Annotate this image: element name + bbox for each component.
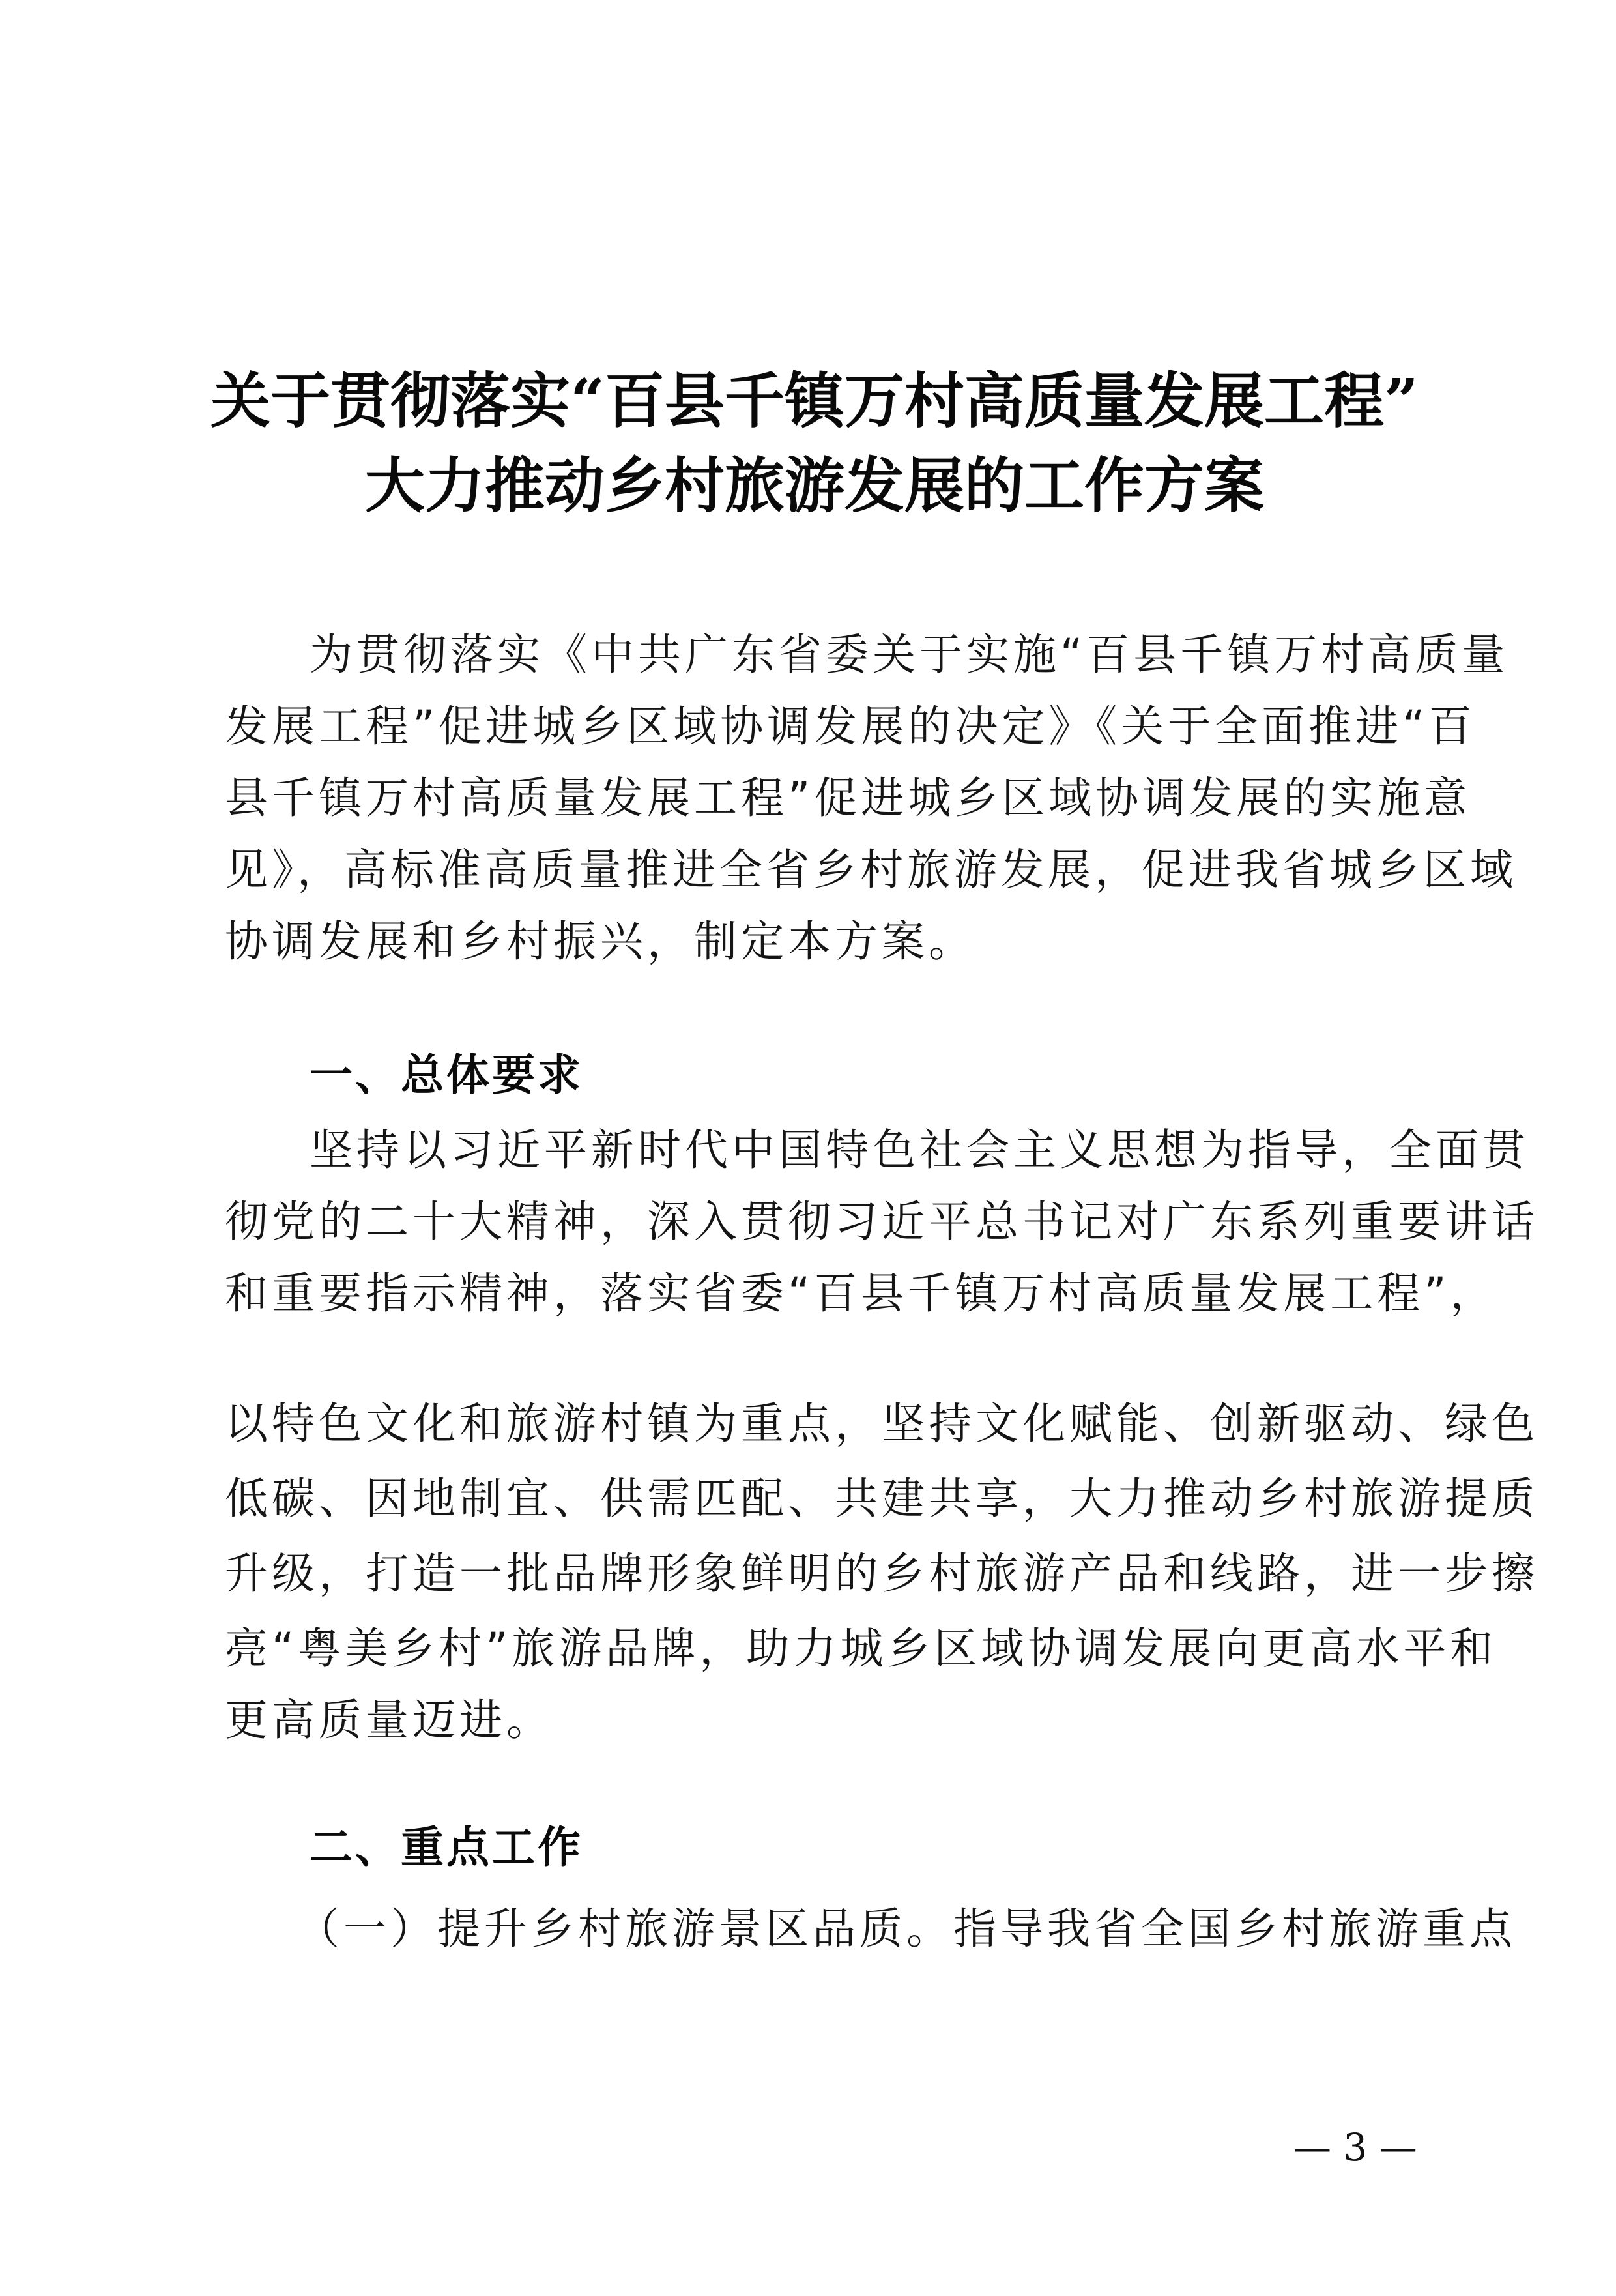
section1-paragraph-line: 和重要指示精神，落实省委“百县千镇万村高质量发展工程”， [225, 1268, 1497, 1318]
section1-paragraph-line: 升级，打造一批品牌形象鲜明的乡村旅游产品和线路，进一步擦 [225, 1548, 1538, 1599]
document-title-line-2: 大力推动乡村旅游发展的工作方案 [364, 450, 1264, 521]
section1-paragraph-line: 低碳、因地制宜、供需匹配、共建共享，大力推动乡村旅游提质 [225, 1474, 1538, 1524]
section2-paragraph-line: （一）提升乡村旅游景区品质。指导我省全国乡村旅游重点 [296, 1904, 1516, 1954]
page-number: — 3 — [1293, 2125, 1417, 2170]
section-heading-general-requirements: 一、总体要求 [310, 1050, 583, 1100]
intro-paragraph-line: 见》，高标准高质量推进全省乡村旅游发展，促进我省城乡区域 [225, 845, 1517, 895]
intro-paragraph-line: 县千镇万村高质量发展工程”促进城乡区域协调发展的实施意 [225, 773, 1471, 823]
section1-paragraph-line: 以特色文化和旅游村镇为重点，坚持文化赋能、创新驱动、绿色 [225, 1399, 1538, 1449]
section1-paragraph-line: 亮“粤美乡村”旅游品牌，助力城乡区域协调发展向更高水平和 [225, 1623, 1497, 1674]
section-heading-key-tasks: 二、重点工作 [310, 1822, 583, 1872]
intro-paragraph-line: 为贯彻落实《中共广东省委关于实施“百县千镇万村高质量 [310, 630, 1509, 680]
document-title-line-1: 关于贯彻落实“百县千镇万村高质量发展工程” [210, 366, 1419, 436]
intro-paragraph-line: 协调发展和乡村振兴，制定本方案。 [225, 916, 975, 966]
section1-paragraph-line: 更高质量迈进。 [225, 1695, 553, 1745]
intro-paragraph-line: 发展工程”促进城乡区域协调发展的决定》《关于全面推进“百 [225, 701, 1476, 751]
section1-paragraph-line: 坚持以习近平新时代中国特色社会主义思想为指导，全面贯 [310, 1125, 1529, 1175]
section1-paragraph-line: 彻党的二十大精神，深入贯彻习近平总书记对广东系列重要讲话 [225, 1197, 1538, 1247]
